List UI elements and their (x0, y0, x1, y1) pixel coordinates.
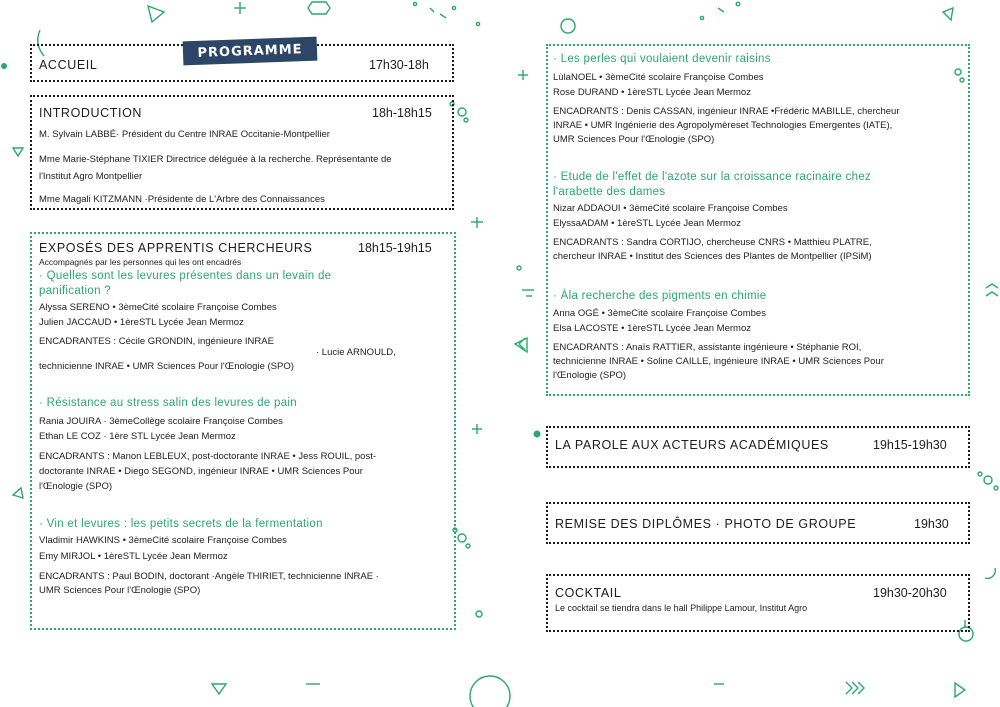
project-title: · Les perles qui voulaient devenir raisins (553, 53, 771, 65)
introduction-time: 18h-18h15 (372, 106, 432, 120)
encadrants-line: INRAE • UMR Ingénierie des Agropolymèreset Technologies Emergentes (IATE), (553, 120, 893, 131)
diplomes-time: 19h30 (914, 517, 949, 531)
project-title: l'arabette des dames (553, 186, 666, 198)
encadrants-line: chercheur INRAE • Institut des Sciences des Plantes de Montpellier (IPSiM) (553, 251, 872, 262)
dot-deco (534, 431, 541, 438)
introduction-line: M. Sylvain LABBÉ· Président du Centre INRAE Occitanie-Montpellier (39, 129, 330, 140)
triangle-deco (13, 148, 23, 156)
student-line: Julien JACCAUD • 1èreSTL Lycée Jean Mermoz (39, 317, 244, 328)
encadrants-line: technicienne INRAE • UMR Sciences Pour l'Œnologie (SPO) (39, 361, 294, 372)
dot-deco (1, 63, 7, 69)
exposes-subtitle: Accompagnés par les personnes qui les ont encadrés (39, 257, 242, 267)
project-title: · Vin et levures : les petits secrets de la fermentation (39, 518, 323, 530)
cocktail-title: COCKTAIL (555, 586, 622, 600)
student-line: Rose DURAND • 1èreSTL Lycée Jean Mermoz (553, 87, 751, 98)
molecule-deco (458, 108, 466, 116)
encadrants-line: l'Œnologie (SPO) (39, 481, 113, 492)
introduction-line: l'Institut Agro Montpellier (39, 171, 143, 182)
exposes-title: EXPOSÉS DES APPRENTIS CHERCHEURS (39, 241, 313, 255)
student-line: Nizar ADDAOUI • 3èmeCité scolaire Françoise Combes (553, 203, 788, 214)
chevrons-deco (519, 338, 525, 350)
encadrants-line: ENCADRANTS : Paul BODIN, doctorant ·Angèle THIRIET, technicienne INRAE · (39, 571, 379, 582)
encadrants-line: ENCADRANTS : Manon LEBLEUX, post-doctorante INRAE • Jess ROUIL, post- (39, 451, 377, 462)
project-title: panification ? (39, 285, 111, 297)
student-line: Emy MIRJOL • 1èreSTL Lycée Jean Mermoz (39, 551, 228, 562)
encadrants-line: ENCADRANTES : Cécile GRONDIN, ingénieure INRAE (39, 336, 274, 347)
encadrants-line: ENCADRANTS : Sandra CORTIJO, chercheuse CNRS • Matthieu PLATRE, (553, 237, 872, 248)
student-line: Anna OGÉ • 3èmeCité scolaire Françoise Combes (553, 308, 766, 319)
encadrants-line: l'Œnologie (SPO) (553, 370, 627, 381)
encadrants-line: technicienne INRAE • Soline CAILLE, ingénieure INRAE • UMR Sciences Pour (553, 356, 884, 367)
encadrants-line: doctorante INRAE • Diego SEGOND, ingénieur INRAE • UMR Sciences Pour (39, 466, 363, 477)
wave-deco (986, 284, 998, 296)
encadrants-line: UMR Sciences Pour l'Œnologie (SPO) (553, 134, 715, 145)
hexagon-deco (308, 2, 330, 14)
project-title: · Àla recherche des pigments en chimie (553, 290, 767, 302)
parole-time: 19h15-19h30 (873, 438, 947, 452)
student-line: Elsa LACOSTE • 1èreSTL Lycée Jean Mermoz (553, 323, 751, 334)
cocktail-note: Le cocktail se tiendra dans le hall Philippe Lamour, Institut Agro (555, 603, 808, 613)
project-title: · Résistance au stress salin des levures de pain (39, 397, 297, 409)
introduction-line: Mme Marie-Stéphane TIXIER Directrice déléguée à la recherche. Représentante de (39, 154, 392, 165)
chevrons-deco (846, 682, 864, 694)
cocktail-time: 19h30-20h30 (873, 586, 947, 600)
triangle-deco (212, 684, 226, 694)
triangle-deco (955, 683, 965, 697)
student-line: ElyssaADAM • 1èreSTL Lycée Jean Mermoz (553, 218, 741, 229)
encadrants-line: UMR Sciences Pour l'Œnologie (SPO) (39, 585, 201, 596)
ring-deco (561, 19, 575, 33)
introduction-title: INTRODUCTION (39, 106, 143, 120)
molecule-deco (458, 534, 466, 542)
triangle-deco (13, 488, 23, 498)
molecule-deco (984, 476, 992, 484)
exposes-time: 18h15-19h15 (358, 241, 432, 255)
diplomes-title: REMISE DES DIPLÔMES · PHOTO DE GROUPE (555, 517, 857, 531)
project-title: · Etude de l'effet de l'azote sur la croissance racinaire chez (553, 171, 872, 183)
student-line: Rania JOUIRA · 3èmeCollège scolaire Françoise Combes (39, 416, 283, 427)
introduction-line: Mme Magali KITZMANN ·Présidente de L'Arbre des Connaissances (39, 194, 325, 205)
accueil-time: 17h30-18h (369, 58, 429, 72)
triangle-deco (515, 338, 527, 352)
student-line: LùlaNOEL • 3èmeCité scolaire Françoise Combes (553, 72, 764, 83)
triangle-deco (943, 8, 953, 20)
project-title: · Quelles sont les levures présentes dans un levain de (39, 270, 332, 282)
encadrants-line: · Lucie ARNOULD, (316, 347, 396, 358)
encadrants-line: ENCADRANTS : Denis CASSAN, ingénieur INRAE •Frédéric MABILLE, chercheur (553, 106, 900, 117)
encadrants-line: ENCADRANTS : Anaïs RATTIER, assistante ingénieure • Stéphanie ROI, (553, 342, 862, 353)
accueil-title: ACCUEIL (39, 58, 98, 72)
student-line: Ethan LE COZ · 1ère STL Lycée Jean Mermoz (39, 431, 236, 442)
programme-tag: PROGRAMME (183, 37, 318, 66)
student-line: Vladimir HAWKINS • 3èmeCité scolaire Françoise Combes (39, 535, 287, 546)
triangle-deco (148, 6, 164, 22)
parole-title: LA PAROLE AUX ACTEURS ACADÉMIQUES (555, 438, 829, 452)
ring-deco (470, 676, 510, 707)
student-line: Alyssa SERENO • 3èmeCité scolaire Françoise Combes (39, 302, 277, 313)
